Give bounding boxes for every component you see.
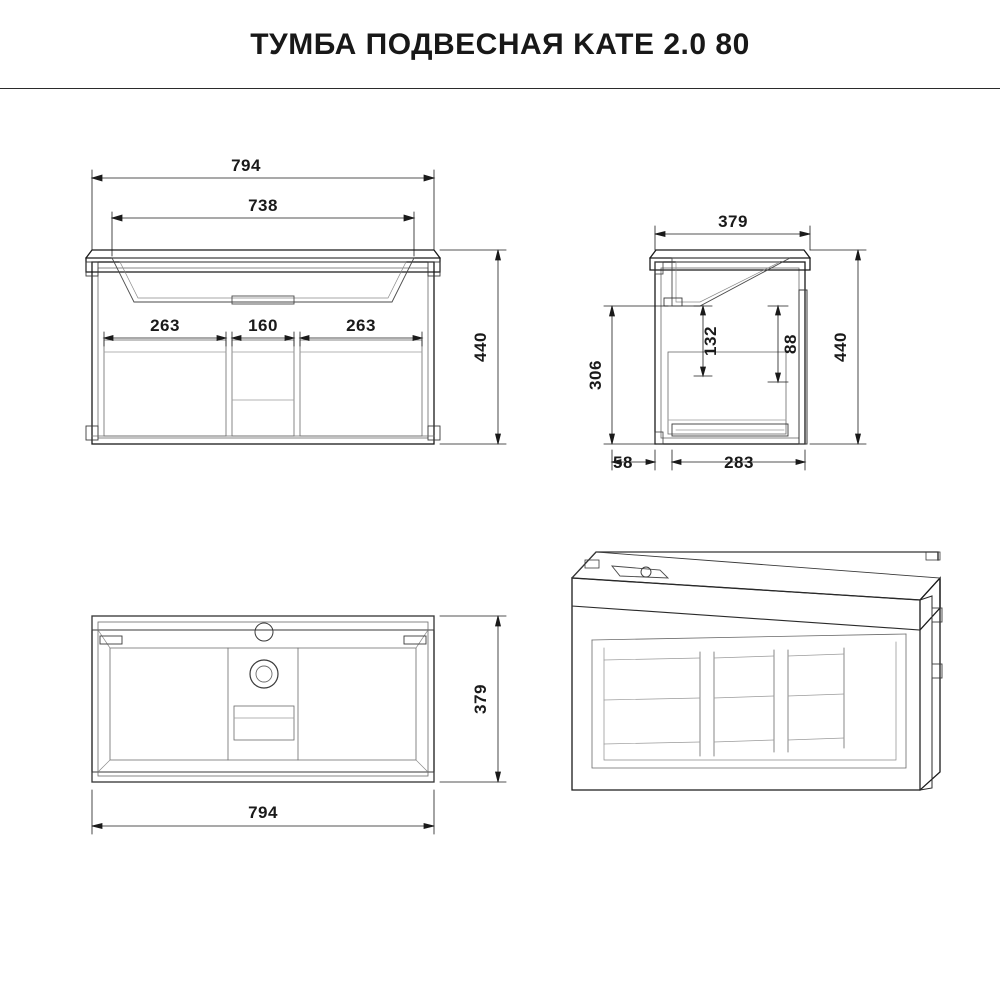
dim-side-upper-height: 306 xyxy=(586,360,605,390)
dim-side-inner-depth: 283 xyxy=(724,453,754,472)
dim-side-front-offset: 58 xyxy=(613,453,633,472)
dim-side-sink-drop: 132 xyxy=(701,326,720,356)
dim-front-drawer-right: 263 xyxy=(346,316,376,335)
front-view-dimensions xyxy=(92,170,506,444)
top-view-geometry xyxy=(92,616,434,782)
top-view-dimensions xyxy=(92,616,506,834)
iso-view-geometry xyxy=(572,552,942,790)
dim-front-inner-width: 738 xyxy=(248,196,278,215)
dim-front-drawer-left: 263 xyxy=(150,316,180,335)
dim-front-overall-width: 794 xyxy=(231,156,261,175)
page-title: ТУМБА ПОДВЕСНАЯ KATE 2.0 80 xyxy=(250,28,750,61)
dim-side-depth: 379 xyxy=(718,212,748,231)
dim-front-height: 440 xyxy=(471,332,490,362)
dim-side-inner-offset: 88 xyxy=(781,334,800,354)
dim-front-drawer-center: 160 xyxy=(248,316,278,335)
dim-top-width: 794 xyxy=(248,803,278,822)
dim-side-height: 440 xyxy=(831,332,850,362)
dim-top-depth: 379 xyxy=(471,684,490,714)
front-view-geometry xyxy=(86,250,440,444)
